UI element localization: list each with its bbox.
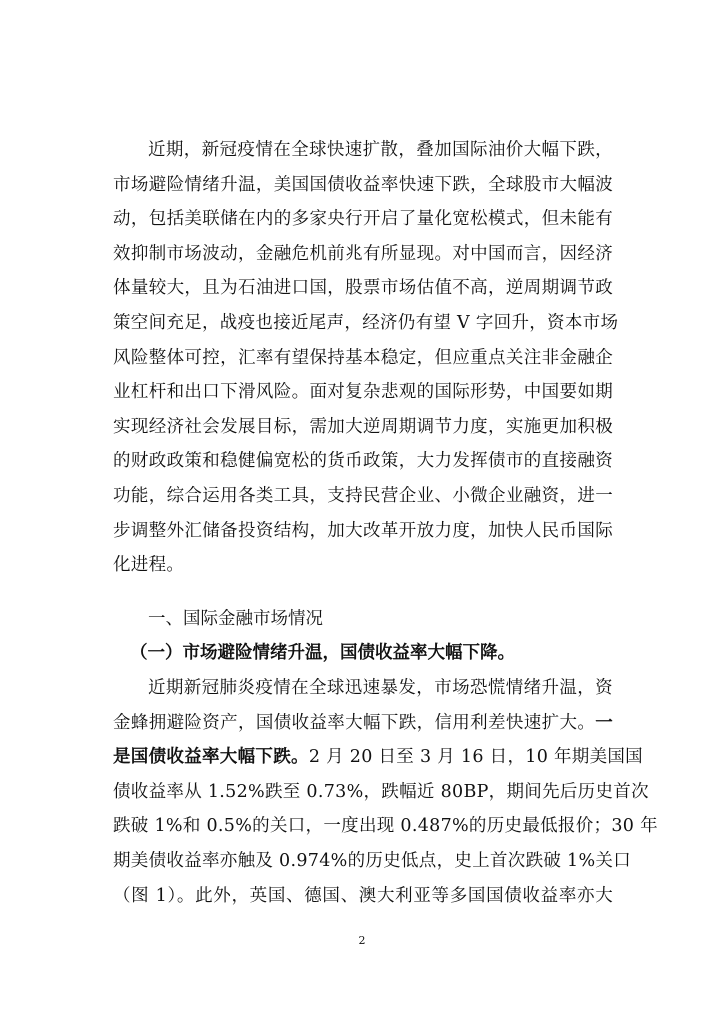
paragraph-line: 的财政政策和稳健偏宽松的货币政策，大力发挥债市的直接融资: [113, 451, 613, 472]
paragraph-line: 功能，综合运用各类工具，支持民营企业、小微企业融资，进一: [113, 485, 613, 506]
line-text: 2 月 20 日至 3 月 16 日，10 年期美国国: [308, 747, 643, 768]
intro-paragraph: [113, 133, 619, 583]
paragraph-line: 步调整外汇储备投资结构，加大改革开放力度，加快人民币国际: [113, 520, 613, 541]
emphasis-text: 是国债收益率大幅下跌。: [113, 747, 309, 768]
paragraph-line: 效抑制市场波动，金融危机前兆有所显现。对中国而言，因经济: [113, 243, 613, 264]
body-paragraph: [113, 671, 658, 913]
paragraph-line: 体量较大，且为石油进口国，股票市场估值不高，逆周期调节政: [113, 278, 613, 299]
paragraph-line: [113, 706, 613, 741]
paragraph-line: 债收益率从 1.52%跌至 0.73%，跌幅近 80BP，期间先后历史首次: [113, 781, 649, 802]
emphasis-text: 一: [595, 712, 613, 733]
paragraph-line: 实现经济社会发展目标，需加大逆周期调节力度，实施更加积极: [113, 416, 613, 437]
paragraph-line: 策空间充足，战疫也接近尾声，经济仍有望 V 字回升，资本市场: [113, 312, 619, 333]
section-heading: 一、国际金融市场情况: [148, 609, 323, 629]
paragraph-line: 化进程。: [113, 555, 185, 576]
paragraph-line: 跌破 1%和 0.5%的关口，一度出现 0.487%的历史最低报价；30 年: [113, 816, 658, 837]
paragraph-line: 业杠杆和出口下滑风险。面对复杂悲观的国际形势，中国要如期: [113, 382, 613, 403]
paragraph-line: 市场避险情绪升温，美国国债收益率快速下跌，全球股市大幅波: [113, 174, 613, 195]
paragraph-line: [113, 740, 643, 775]
paragraph-line: 近期，新冠疫情在全球快速扩散，叠加国际油价大幅下跌，: [148, 140, 613, 160]
paragraph-line: 期美债收益率亦触及 0.974%的历史低点，史上首次跌破 1%关口: [113, 850, 632, 871]
page-number: 2: [358, 934, 366, 947]
paragraph-line: 动，包括美联储在内的多家央行开启了量化宽松模式，但未能有: [113, 209, 613, 230]
paragraph-line: 近期新冠肺炎疫情在全球迅速暴发，市场恐慌情绪升温，资: [148, 678, 613, 698]
paragraph-line: 风险整体可控，汇率有望保持基本稳定，但应重点关注非金融企: [113, 347, 613, 368]
paragraph-line: （图 1）。此外，英国、德国、澳大利亚等多国国债收益率亦大: [113, 885, 613, 906]
line-text: 金蜂拥避险资产，国债收益率大幅下跌，信用利差快速扩大。: [113, 712, 596, 733]
subsection-heading: （一）市场避险情绪升温，国债收益率大幅下降。: [130, 643, 515, 663]
